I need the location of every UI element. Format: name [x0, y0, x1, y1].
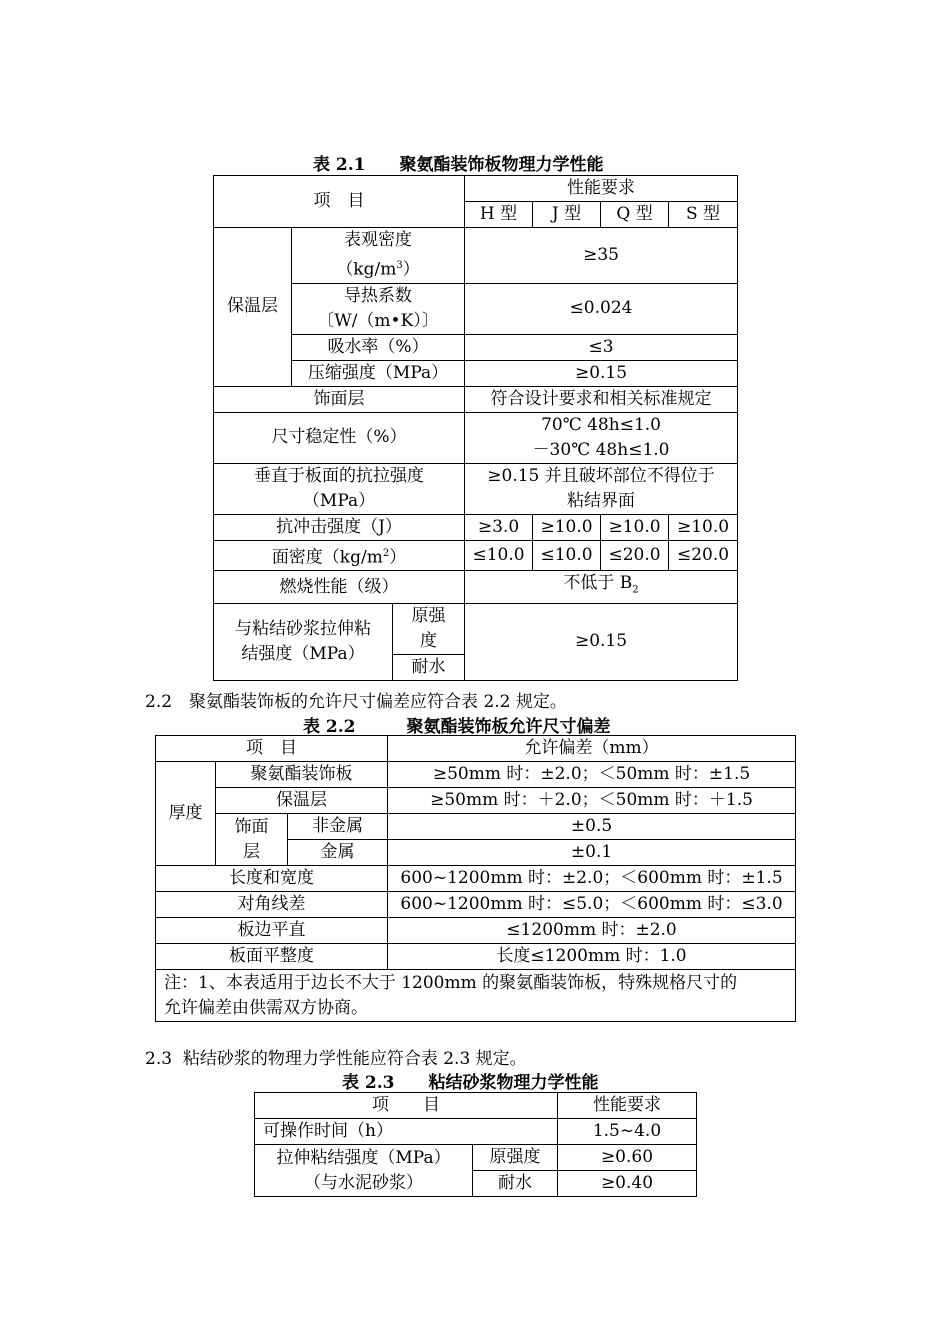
t1-burn-value	[465, 571, 738, 603]
t1-bond-line2: 结强度（MPa）	[241, 643, 365, 664]
t1-areal-j: ≤10.0	[533, 540, 601, 571]
paragraph-2-2: 2.2 聚氨酯装饰板的允许尺寸偏差应符合表 2.2 规定。	[145, 692, 567, 712]
t2-insulation-label: 保温层	[216, 788, 388, 814]
t1-conductivity-label	[292, 283, 465, 334]
t1-impact-s: ≥10.0	[669, 514, 738, 540]
t1-burn-text: 不低于 B	[563, 573, 633, 594]
t1-compression-label: 压缩强度（MPa）	[292, 360, 465, 386]
t3-water-value: ≥0.40	[558, 1171, 697, 1197]
t1-bond-original	[393, 603, 465, 654]
t2-item-header: 项 目	[156, 736, 388, 762]
t1-burn-sub: 2	[632, 584, 639, 596]
t1-areal-q: ≤20.0	[601, 540, 669, 571]
t1-density-unit: （kg/m	[336, 259, 397, 280]
t2-face-label	[216, 814, 288, 866]
t1-insulation-label: 保温层	[214, 228, 292, 387]
t1-bond-original-line2: 度	[420, 630, 438, 651]
table-2-2	[155, 735, 796, 1022]
t1-areal-close: ）	[389, 547, 407, 568]
t1-tensile-line2: （MPa）	[302, 490, 376, 511]
t1-face-value: 符合设计要求和相关标准规定	[465, 386, 738, 412]
table-2-3	[254, 1092, 697, 1197]
t1-areal-s: ≤20.0	[669, 540, 738, 571]
t2-nonmetal-label: 非金属	[288, 814, 388, 840]
t2-note-line1: 注：1、本表适用于边长不大于 1200mm 的聚氨酯装饰板，特殊规格尺寸的	[164, 972, 738, 993]
t1-areal-h: ≤10.0	[465, 540, 533, 571]
t3-bond-label	[255, 1145, 473, 1197]
t2-insulation-value: ≥50mm 时：＋2.0；＜50mm 时：＋1.5	[388, 788, 796, 814]
t1-dimension-line1: 70℃ 48h≤1.0	[541, 414, 661, 435]
t2-note-line2: 允许偏差由供需双方协商。	[164, 997, 368, 1018]
t1-type-j: J 型	[533, 202, 601, 228]
t1-impact-label: 抗冲击强度（J）	[214, 514, 465, 540]
t3-original-label: 原强度	[473, 1145, 558, 1171]
t2-metal-label: 金属	[288, 840, 388, 866]
t2-pu-label: 聚氨酯装饰板	[216, 762, 388, 788]
t1-type-q: Q 型	[601, 202, 669, 228]
t1-item-header: 项 目	[214, 176, 465, 228]
t2-note	[156, 970, 796, 1022]
t2-nonmetal-value: ±0.5	[388, 814, 796, 840]
t3-water-label: 耐水	[473, 1171, 558, 1197]
t3-operating-label: 可操作时间（h）	[255, 1119, 558, 1145]
t2-length-label: 长度和宽度	[156, 866, 388, 892]
t1-water-label: 吸水率（%）	[292, 334, 465, 360]
t1-density-sup: 3	[396, 260, 403, 271]
table-2-2-caption: 表 2.2 聚氨酯装饰板允许尺寸偏差	[303, 717, 611, 737]
t1-conductivity-line2: 〔W/（m•K）〕	[317, 310, 439, 331]
t1-water-value: ≤3	[465, 334, 738, 360]
t1-req-header: 性能要求	[465, 176, 738, 202]
t1-impact-h: ≥3.0	[465, 514, 533, 540]
t1-bond-value: ≥0.15	[465, 603, 738, 680]
t1-areal-sup: 2	[382, 547, 390, 559]
t2-pu-value: ≥50mm 时：±2.0；＜50mm 时：±1.5	[388, 762, 796, 788]
paragraph-2-3: 2.3 粘结砂浆的物理力学性能应符合表 2.3 规定。	[145, 1049, 527, 1069]
t1-tensile-label	[214, 463, 465, 514]
t2-flatness-value: 长度≤1200mm 时：1.0	[388, 944, 796, 970]
t2-face-line1: 饰面	[234, 816, 269, 837]
t3-item-header: 项 目	[255, 1093, 558, 1119]
table-2-3-caption: 表 2.3 粘结砂浆物理力学性能	[342, 1073, 599, 1093]
t2-length-value: 600~1200mm 时：±2.0；＜600mm 时：±1.5	[388, 866, 796, 892]
t1-dimension-line2: －30℃ 48h≤1.0	[532, 439, 670, 460]
t1-impact-q: ≥10.0	[601, 514, 669, 540]
t2-thickness-label: 厚度	[156, 762, 216, 866]
t1-density-value: ≥35	[465, 228, 738, 284]
t1-dimension-label: 尺寸稳定性（%）	[214, 412, 465, 463]
t1-tensile-value-line1: ≥0.15 并且破坏部位不得位于	[487, 465, 715, 486]
t3-original-value: ≥0.60	[558, 1145, 697, 1171]
t2-diagonal-value: 600~1200mm 时：≤5.0；＜600mm 时：≤3.0	[388, 892, 796, 918]
t2-face-line2: 层	[243, 841, 260, 862]
t1-density-label	[292, 228, 465, 284]
t1-type-h: H 型	[465, 202, 533, 228]
t2-flatness-label: 板面平整度	[156, 944, 388, 970]
t1-dimension-value	[465, 412, 738, 463]
t1-impact-j: ≥10.0	[533, 514, 601, 540]
t2-diagonal-label: 对角线差	[156, 892, 388, 918]
t1-density-close: ）	[402, 259, 420, 280]
t1-density-line1: 表观密度	[344, 230, 413, 250]
t1-bond-original-line1: 原强	[411, 605, 446, 626]
t2-edge-value: ≤1200mm 时：±2.0	[388, 918, 796, 944]
t1-bond-line1: 与粘结砂浆拉伸粘	[235, 618, 371, 639]
t3-operating-value: 1.5~4.0	[558, 1119, 697, 1145]
t1-conductivity-value: ≤0.024	[465, 283, 738, 334]
t2-edge-label: 板边平直	[156, 918, 388, 944]
t2-dev-header: 允许偏差（mm）	[388, 736, 796, 762]
table-2-1-caption: 表 2.1 聚氨酯装饰板物理力学性能	[313, 155, 604, 175]
t1-areal-label	[214, 540, 465, 571]
t1-burn-label: 燃烧性能（级）	[214, 571, 465, 603]
t3-bond-line1: 拉伸粘结强度（MPa）	[276, 1147, 451, 1168]
t1-compression-value: ≥0.15	[465, 360, 738, 386]
table-2-1	[213, 175, 738, 681]
t1-tensile-value-line2: 粘结界面	[567, 490, 636, 511]
t1-conductivity-line1: 导热系数	[344, 285, 413, 306]
t3-bond-line2: （与水泥砂浆）	[304, 1172, 423, 1193]
t1-density-line2	[294, 253, 462, 283]
t1-type-s: S 型	[669, 202, 738, 228]
t1-bond-water: 耐水	[393, 654, 465, 680]
t1-tensile-value	[465, 463, 738, 514]
t2-metal-value: ±0.1	[388, 840, 796, 866]
t1-areal-text: 面密度（kg/m	[271, 547, 383, 568]
t3-req-header: 性能要求	[558, 1093, 697, 1119]
t1-bond-label	[214, 603, 393, 680]
t1-face-label: 饰面层	[214, 386, 465, 412]
t1-tensile-line1: 垂直于板面的抗拉强度	[254, 465, 425, 486]
